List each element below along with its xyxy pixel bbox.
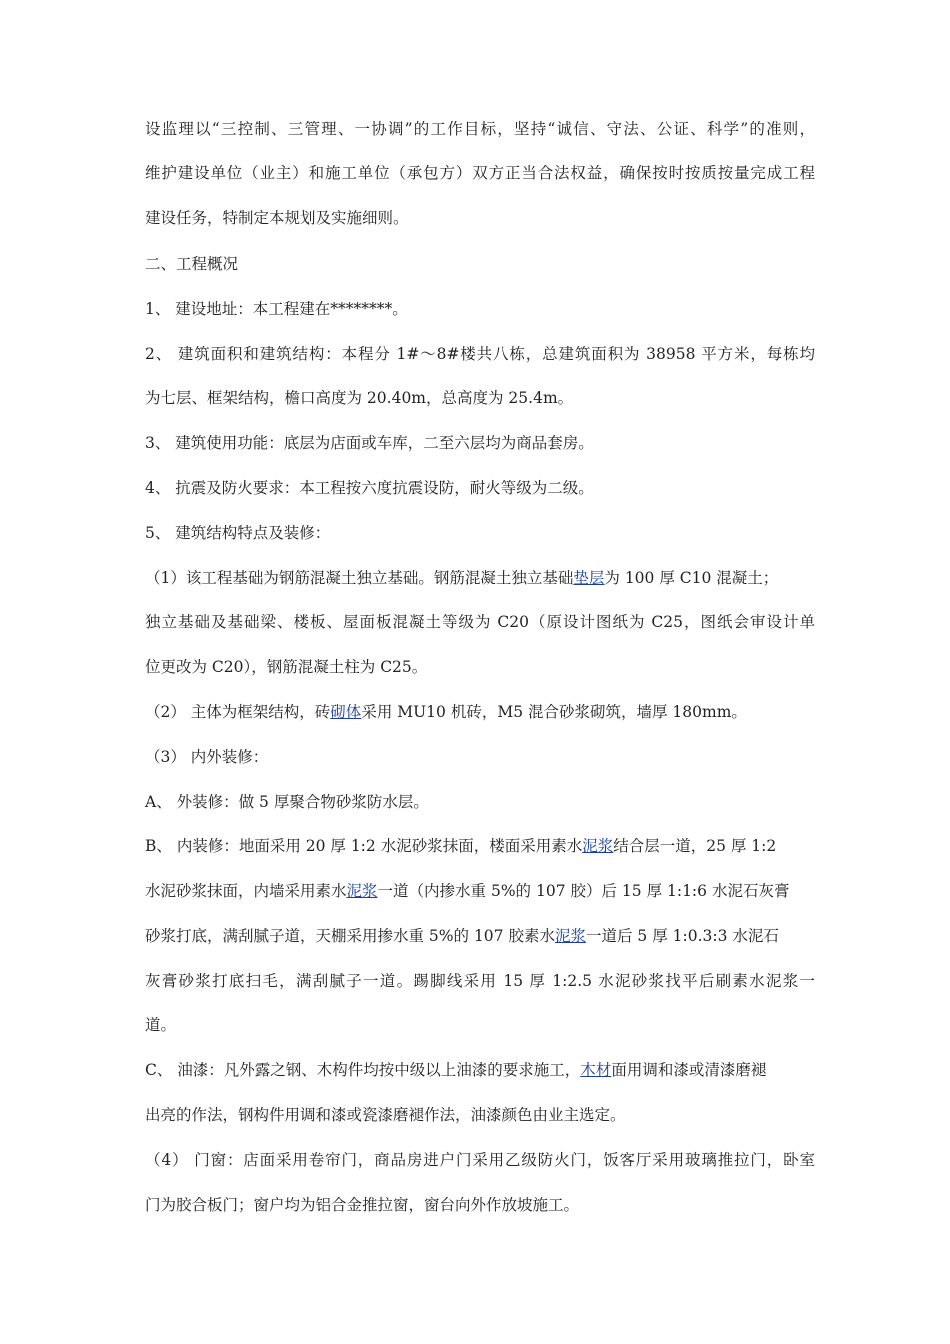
intro-line-2: 维护建设单位（业主）和施工单位（承包方）双方正当合法权益，确保按时按质按量完成工程 bbox=[145, 164, 815, 182]
para-1-line-3: 位更改为 C20），钢筋混凝土柱为 C25。 bbox=[145, 658, 428, 676]
para-1-text-b: 为 100 厚 C10 混凝土； bbox=[604, 569, 779, 587]
para-2-text-b: 采用 MU10 机砖，M5 混合砂浆砌筑，墙厚 180mm。 bbox=[361, 703, 747, 721]
para-b-l2-text-b: 一道（内掺水重 5%的 107 胶）后 15 厚 1:1:6 水泥石灰膏 bbox=[377, 882, 790, 900]
intro-line-3: 建设任务，特制定本规划及实施细则。 bbox=[145, 209, 409, 227]
link-nijiang-1[interactable]: 泥浆 bbox=[582, 837, 614, 855]
para-b-line-2 bbox=[145, 876, 815, 906]
link-nijiang-3[interactable]: 泥浆 bbox=[554, 927, 586, 945]
para-c-line-1 bbox=[145, 1055, 815, 1085]
para-b-l1-text-a: B、 内装修：地面采用 20 厚 1:2 水泥砂浆抹面，楼面采用素水 bbox=[145, 837, 583, 855]
item-1-address: 1、 建设地址：本工程建在********。 bbox=[145, 300, 408, 318]
para-b-l3-text-b: 一道后 5 厚 1:0.3:3 水泥石 bbox=[585, 927, 779, 945]
para-c-l1-text-a: C、 油漆：凡外露之钢、木构件均按中级以上油漆的要求施工， bbox=[145, 1061, 581, 1079]
para-b-l1-text-b: 结合层一道，25 厚 1:2 bbox=[613, 837, 777, 855]
para-b-line-1 bbox=[145, 831, 815, 861]
para-1-text-a: （1）该工程基础为钢筋混凝土独立基础。钢筋混凝土独立基础 bbox=[145, 569, 574, 587]
para-4-line-1: （4） 门窗：店面采用卷帘门，商品房进户门采用乙级防火门，饭客厅采用玻璃推拉门，卧室 bbox=[145, 1151, 815, 1169]
link-nijiang-2[interactable]: 泥浆 bbox=[346, 882, 378, 900]
link-qiti[interactable]: 砌体 bbox=[330, 703, 362, 721]
item-3-function: 3、 建筑使用功能：底层为店面或车库，二至六层均为商品套房。 bbox=[145, 434, 594, 452]
intro-line-1: 设监理以“三控制、三管理、一协调”的工作目标，坚持“诚信、守法、公证、科学”的准则， bbox=[145, 120, 815, 138]
item-5-structure: 5、 建筑结构特点及装修： bbox=[145, 524, 331, 542]
para-b-line-3 bbox=[145, 921, 815, 951]
para-1-line-1 bbox=[145, 563, 815, 593]
item-4-seismic: 4、 抗震及防火要求：本工程按六度抗震设防，耐火等级为二级。 bbox=[145, 479, 594, 497]
para-b-line-4: 灰膏砂浆打底扫毛，满刮腻子一道。踢脚线采用 15 厚 1:2.5 水泥砂浆找平后刷素水泥浆一 bbox=[145, 972, 815, 990]
para-b-line-5: 道。 bbox=[145, 1016, 177, 1034]
section-heading: 二、工程概况 bbox=[145, 255, 239, 273]
item-2-line-2: 为七层、框架结构，檐口高度为 20.40m，总高度为 25.4m。 bbox=[145, 389, 574, 407]
para-2-main-body bbox=[145, 697, 815, 727]
para-c-l1-text-b: 面用调和漆或清漆磨褪 bbox=[611, 1061, 767, 1079]
link-mucai[interactable]: 木材 bbox=[580, 1061, 612, 1079]
para-4-line-2: 门为胶合板门；窗户均为铝合金推拉窗，窗台向外作放坡施工。 bbox=[145, 1196, 580, 1214]
para-b-l3-text-a: 砂浆打底，满刮腻子道，天棚采用掺水重 5%的 107 胶素水 bbox=[145, 927, 555, 945]
para-1-line-2: 独立基础及基础梁、楼板、屋面板混凝土等级为 C20（原设计图纸为 C25，图纸会审设计单 bbox=[145, 613, 815, 631]
link-dianceng[interactable]: 垫层 bbox=[573, 569, 605, 587]
item-2-line-1: 2、 建筑面积和建筑结构：本程分 1#～8#楼共八栋，总建筑面积为 38958 平方米，每栋均 bbox=[145, 345, 815, 363]
para-b-l2-text-a: 水泥砂浆抹面，内墙采用素水 bbox=[145, 882, 347, 900]
para-2-text-a: （2） 主体为框架结构，砖 bbox=[145, 703, 331, 721]
para-c-line-2: 出亮的作法，钢构件用调和漆或瓷漆磨褪作法，油漆颜色由业主选定。 bbox=[145, 1106, 626, 1124]
para-a-exterior: A、 外装修：做 5 厚聚合物砂浆防水层。 bbox=[145, 793, 429, 811]
para-3-finishing: （3） 内外装修： bbox=[145, 748, 269, 766]
